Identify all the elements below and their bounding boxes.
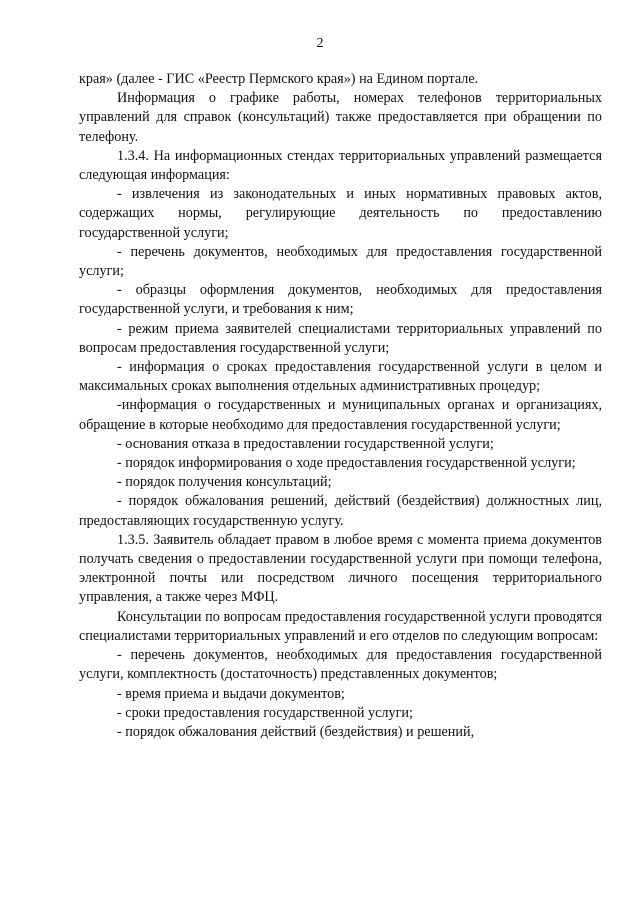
paragraph: Информация о графике работы, номерах телефонов территориальных управлений для справок (консультаций) также предоставляется при обращении по телефону.: [79, 90, 602, 145]
paragraph: - сроки предоставления государственной услуги;: [117, 704, 413, 721]
paragraph: - основания отказа в предоставлении государственной услуги;: [117, 435, 494, 452]
paragraph: - перечень документов, необходимых для предоставления государственной услуги;: [79, 243, 602, 280]
paragraph: 1.3.5. Заявитель обладает правом в любое время с момента приема документов получать сведения о предоставлении государственной услуги при помощи телефона, электронной почты или посредством личного посещения территориального управления, а также через МФЦ.: [79, 531, 602, 606]
paragraph: - информация о сроках предоставления государственной услуги в целом и максимальных сроках выполнения отдельных административных процедур;: [79, 359, 602, 395]
paragraph: - образцы оформления документов, необходимых для предоставления государственной услуги, и требования к ним;: [79, 282, 602, 318]
paragraph: -информация о государственных и муниципальных органах и организациях, обращение в которые необходимо для предоставления государственной услуги;: [79, 397, 602, 433]
paragraph: - время приема и выдачи документов;: [117, 685, 345, 702]
paragraph: - порядок получения консультаций;: [117, 474, 332, 491]
page-number: 2: [316, 36, 324, 51]
paragraph: края» (далее - ГИС «Реестр Пермского края») на Едином портале.: [79, 71, 479, 87]
paragraph: - порядок информирования о ходе предоставления государственной услуги;: [117, 455, 576, 472]
paragraph: 1.3.4. На информационных стендах территориальных управлений размещается следующая информация:: [79, 147, 602, 184]
paragraph: Консультации по вопросам предоставления государственной услуги проводятся специалистами территориальных управлений и его отделов по следующим вопросам:: [79, 608, 602, 644]
paragraph: - порядок обжалования решений, действий (бездействия) должностных лиц, предоставляющих государственную услугу.: [79, 493, 602, 529]
paragraph: - порядок обжалования действий (бездействия) и решений,: [117, 723, 475, 740]
paragraph: - режим приема заявителей специалистами территориальных управлений по вопросам предоставления государственной услуги;: [79, 320, 602, 356]
document-body: [79, 70, 602, 742]
paragraph: - извлечения из законодательных и иных нормативных правовых актов, содержащих нормы, регулирующие деятельность по предоставлению государственной услуги;: [79, 186, 602, 241]
paragraph: - перечень документов, необходимых для предоставления государственной услуги, комплектность (достаточность) представленных документов;: [79, 647, 602, 683]
